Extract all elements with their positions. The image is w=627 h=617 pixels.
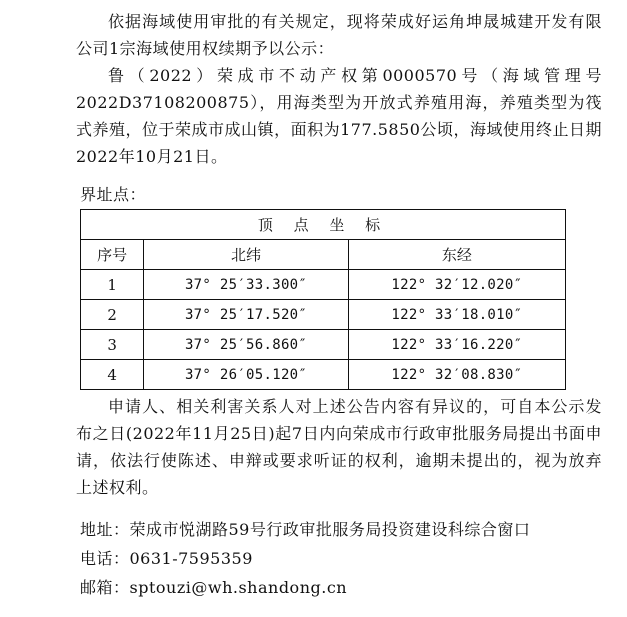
- objection-paragraph: 申请人、相关利害关系人对上述公告内容有异议的，可自本公示发布之日(2022年11月25日)起7日内向荣成市行政审批服务局提出书面申请，依法行使陈述、申辩或要求听证的权利，逾期未提出的，视为放弃上述权利。: [76, 397, 602, 497]
- row-latitude: 37° 26′05.120″: [144, 360, 348, 390]
- row-number: 3: [81, 330, 144, 360]
- table-row: [81, 360, 566, 390]
- row-number: 2: [81, 300, 144, 330]
- row-latitude: 37° 25′33.300″: [144, 270, 348, 300]
- detail-paragraph: 鲁（2022）荣成市不动产权第0000570号（海域管理号2022D37108200875），用海类型为开放式养殖用海，养殖类型为筏式养殖，位于荣成市成山镇，面积为177.5850公顷，海域使用终止日期2022年10月21日。: [76, 66, 602, 166]
- row-longitude: 122° 32′08.830″: [348, 360, 565, 390]
- header-lat: 北纬: [144, 240, 348, 270]
- row-latitude: 37° 25′56.860″: [144, 330, 348, 360]
- contact-address: 地址：荣成市悦湖路59号行政审批服务局投资建设科综合窗口: [80, 520, 531, 539]
- row-longitude: 122° 33′16.220″: [348, 330, 565, 360]
- table-row: [81, 270, 566, 300]
- row-latitude: 37° 25′17.520″: [144, 300, 348, 330]
- row-number: 4: [81, 360, 144, 390]
- coordinates-table: [80, 209, 566, 390]
- header-seq: 序号: [81, 240, 144, 270]
- row-longitude: 122° 33′18.010″: [348, 300, 565, 330]
- intro-paragraph: 依据海域使用审批的有关规定，现将荣成好运角坤晟城建开发有限公司1宗海域使用权续期予以公示：: [76, 12, 602, 58]
- table-title: 顶 点 坐 标: [81, 210, 566, 240]
- header-lon: 东经: [348, 240, 565, 270]
- table-row: [81, 330, 566, 360]
- contact-email[interactable]: 邮箱：sptouzi@wh.shandong.cn: [80, 578, 348, 597]
- table-row: [81, 300, 566, 330]
- contact-phone: 电话：0631-7595359: [80, 549, 253, 568]
- boundary-label: 界址点：: [80, 185, 147, 204]
- row-number: 1: [81, 270, 144, 300]
- row-longitude: 122° 32′12.020″: [348, 270, 565, 300]
